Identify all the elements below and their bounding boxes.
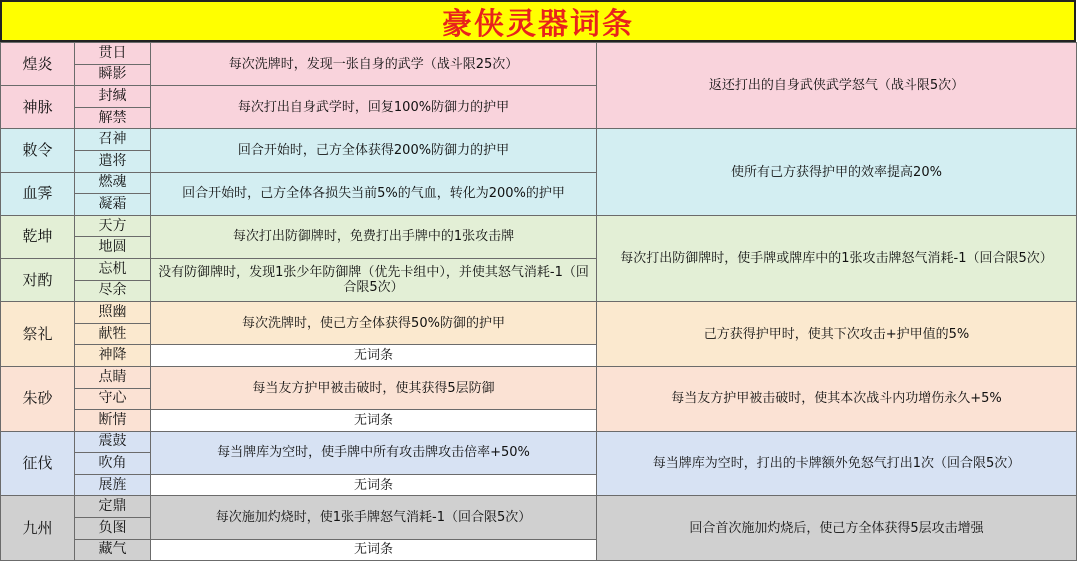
table-row (1, 496, 1077, 518)
piece-name: 地圆 (75, 237, 151, 259)
piece-name: 封缄 (75, 86, 151, 108)
piece-name: 尽余 (75, 280, 151, 302)
piece-name: 召神 (75, 129, 151, 151)
piece-name: 震鼓 (75, 431, 151, 453)
piece-name: 燃魂 (75, 172, 151, 194)
two-piece-effect: 每次打出自身武学时，回复100%防御力的护甲 (151, 86, 597, 129)
four-piece-effect: 每当牌库为空时，打出的卡牌额外免怒气打出1次（回合限5次） (597, 431, 1077, 496)
piece-name: 献牲 (75, 323, 151, 345)
piece-name: 解禁 (75, 107, 151, 129)
piece-name: 遣将 (75, 150, 151, 172)
two-piece-effect: 回合开始时，己方全体各损失当前5%的气血，转化为200%的护甲 (151, 172, 597, 215)
set-name: 朱砂 (1, 366, 75, 431)
piece-name: 天方 (75, 215, 151, 237)
four-piece-effect: 回合首次施加灼烧后，使己方全体获得5层攻击增强 (597, 496, 1077, 561)
no-effect-cell: 无词条 (151, 474, 597, 496)
piece-name: 藏气 (75, 539, 151, 561)
four-piece-effect: 每当友方护甲被击破时，使其本次战斗内功增伤永久+5% (597, 366, 1077, 431)
two-piece-effect: 每次施加灼烧时，使1张手牌怒气消耗-1（回合限5次） (151, 496, 597, 539)
two-piece-effect: 没有防御牌时，发现1张少年防御牌（优先卡组中），并使其怒气消耗-1（回合限5次） (151, 258, 597, 301)
two-piece-effect: 每次洗牌时，发现一张自身的武学（战斗限25次） (151, 43, 597, 86)
four-piece-effect: 返还打出的自身武侠武学怒气（战斗限5次） (597, 43, 1077, 129)
table-row (1, 366, 1077, 388)
piece-name: 瞬影 (75, 64, 151, 86)
piece-name: 定鼎 (75, 496, 151, 518)
four-piece-effect: 每次打出防御牌时，使手牌或牌库中的1张攻击牌怒气消耗-1（回合限5次） (597, 215, 1077, 301)
piece-name: 照幽 (75, 302, 151, 324)
two-piece-effect: 每次洗牌时，使己方全体获得50%防御的护甲 (151, 302, 597, 345)
four-piece-effect: 己方获得护甲时，使其下次攻击+护甲值的5% (597, 302, 1077, 367)
four-piece-effect: 使所有己方获得护甲的效率提高20% (597, 129, 1077, 215)
set-name: 敕令 (1, 129, 75, 172)
no-effect-cell: 无词条 (151, 539, 597, 561)
set-name: 对酌 (1, 258, 75, 301)
two-piece-effect: 每次打出防御牌时，免费打出手牌中的1张攻击牌 (151, 215, 597, 258)
set-name: 征伐 (1, 431, 75, 496)
piece-name: 断情 (75, 410, 151, 432)
piece-name: 展旌 (75, 474, 151, 496)
table-row (1, 302, 1077, 324)
table-row (1, 43, 1077, 65)
piece-name: 点睛 (75, 366, 151, 388)
set-name: 祭礼 (1, 302, 75, 367)
two-piece-effect: 每当友方护甲被击破时，使其获得5层防御 (151, 366, 597, 409)
piece-name: 凝霜 (75, 194, 151, 216)
table-row (1, 215, 1077, 237)
set-name: 血霁 (1, 172, 75, 215)
piece-name: 吹角 (75, 453, 151, 475)
two-piece-effect: 回合开始时，己方全体获得200%防御力的护甲 (151, 129, 597, 172)
sheet-title: 豪侠灵器词条 (0, 0, 1076, 42)
piece-name: 贯日 (75, 43, 151, 65)
no-effect-cell: 无词条 (151, 345, 597, 367)
piece-name: 负图 (75, 518, 151, 540)
set-name: 乾坤 (1, 215, 75, 258)
piece-name: 守心 (75, 388, 151, 410)
set-name: 神脉 (1, 86, 75, 129)
table-row (1, 129, 1077, 151)
no-effect-cell: 无词条 (151, 410, 597, 432)
set-name: 煌炎 (1, 43, 75, 86)
piece-name: 神降 (75, 345, 151, 367)
set-name: 九州 (1, 496, 75, 561)
equipment-table (0, 42, 1077, 561)
table-row (1, 431, 1077, 453)
two-piece-effect: 每当牌库为空时，使手牌中所有攻击牌攻击倍率+50% (151, 431, 597, 474)
piece-name: 忘机 (75, 258, 151, 280)
